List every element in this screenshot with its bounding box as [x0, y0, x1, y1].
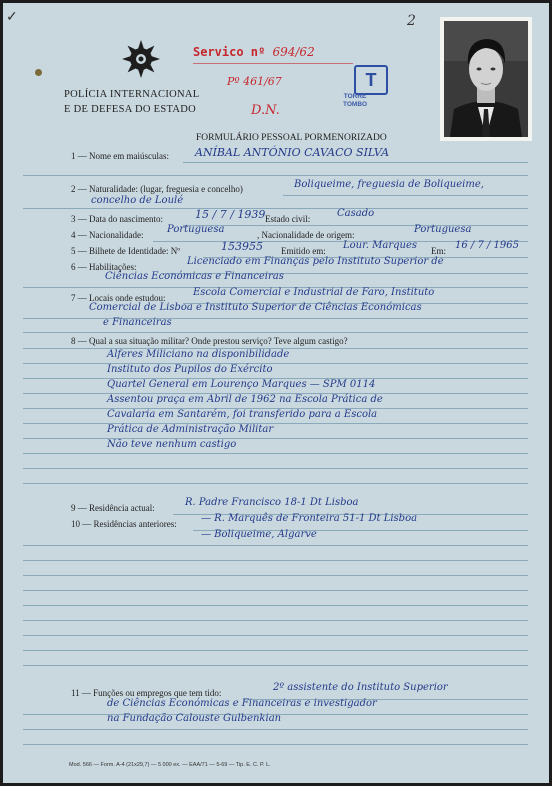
- dn-mark: D.N.: [251, 103, 280, 118]
- field-3-value: 15 / 7 / 1939: [195, 208, 266, 221]
- form-page: [3, 3, 549, 783]
- field-5-date-value: 16 / 7 / 1965: [455, 240, 519, 251]
- field-7-value-line3: e Financeiras: [103, 317, 172, 328]
- field-11-value-line2: de Ciências Económicas e Financeiras e investigador: [107, 698, 377, 709]
- field-8-label: 8 — Qual a sua situação militar? Onde prestou serviço? Teve algum castigo?: [71, 336, 348, 346]
- field-6-label: 6 — Habilitações:: [71, 262, 137, 272]
- field-8-line-6: Prática de Administração Militar: [107, 424, 274, 435]
- field-10-label: 10 — Residências anteriores:: [71, 519, 177, 529]
- punch-hole: [35, 69, 42, 76]
- portrait-image: [444, 21, 528, 137]
- field-11-value-line1: 2º assistente do Instituto Superior: [273, 682, 448, 693]
- org-name-line1: POLÍCIA INTERNACIONAL: [64, 89, 200, 100]
- form-title: FORMULÁRIO PESSOAL PORMENORIZADO: [196, 133, 387, 143]
- field-7-value-line1: Escola Comercial e Industrial de Faro, Instituto: [193, 287, 435, 298]
- field-4-origin-value: Portuguesa: [414, 224, 472, 235]
- field-8-line-5: Cavalaria em Santarém, foi transferido para a Escola: [107, 409, 378, 420]
- field-5-label: 5 — Bilhete de Identidade: Nº: [71, 246, 181, 256]
- field-5-issued-value: Lour. Marques: [343, 240, 418, 251]
- torre-stamp: TORRE TOMBO: [343, 93, 368, 108]
- field-4-origin-label: , Nacionalidade de origem:: [257, 230, 355, 240]
- field-3-civil-label: Estado civil:: [265, 214, 311, 224]
- field-8-line-7: Não teve nenhum castigo: [107, 439, 237, 450]
- field-2-value-line1: Boliqueime, freguesia de Boliqueime,: [294, 179, 484, 190]
- id-photo: [440, 17, 532, 141]
- check-mark-icon: ✓: [6, 10, 18, 25]
- field-11-value-line3: na Fundação Calouste Gulbenkian: [107, 713, 282, 724]
- field-5-value: 153955: [221, 240, 263, 253]
- proc-number: Pº 461/67: [227, 75, 282, 88]
- field-11-label: 11 — Funções ou empregos que tem tido:: [71, 688, 222, 698]
- field-4-label: 4 — Nacionalidade:: [71, 230, 144, 240]
- emblem-icon: [121, 39, 161, 79]
- field-8-line-1: Alferes Miliciano na disponibilidade: [107, 349, 290, 360]
- footer-print-info: Mod. 566 — Form. A-4 (21x29,7) — 5 000 ex. — EAA/71 — 5-69 — Tip. E. C. P. L.: [69, 762, 271, 768]
- page-number: 2: [407, 13, 416, 29]
- t-stamp: T: [354, 65, 388, 95]
- field-9-value: R. Padre Francisco 18-1 Dt Lisboa: [185, 497, 359, 508]
- field-4-value: Portuguesa: [167, 224, 225, 235]
- field-10-value-line1: — R. Marquês de Fronteira 51-1 Dt Lisboa: [201, 513, 418, 524]
- field-10-value-line2: — Boliqueime, Algarve: [201, 529, 317, 540]
- servico-label: Servico nº 694/62: [193, 45, 315, 59]
- field-2-value-line2: concelho de Loulé: [91, 195, 184, 206]
- field-8-line-3: Quartel General em Lourenço Marques — SPM 0114: [107, 379, 376, 390]
- field-3-label: 3 — Data do nascimento:: [71, 214, 163, 224]
- field-5-issued-label: Emitido em:: [281, 246, 326, 256]
- field-1-value: ANÍBAL ANTÓNIO CAVACO SILVA: [195, 146, 390, 159]
- servico-value: 694/62: [272, 45, 315, 59]
- field-6-value-line1: Licenciado em Finanças pelo Instituto Superior de: [187, 256, 444, 267]
- field-9-label: 9 — Residência actual:: [71, 503, 155, 513]
- field-2-label: 2 — Naturalidade: (lugar, freguesia e concelho): [71, 184, 243, 194]
- field-8-line-4: Assentou praça em Abril de 1962 na Escola Prática de: [107, 394, 383, 405]
- org-name-line2: E DE DEFESA DO ESTADO: [64, 104, 197, 115]
- field-6-value-line2: Ciências Económicas e Financeiras: [105, 271, 284, 282]
- field-7-label: 7 — Locais onde estudou:: [71, 293, 166, 303]
- field-8-line-2: Instituto dos Pupilos do Exército: [107, 364, 273, 375]
- field-5-date-label: Em:: [431, 246, 446, 256]
- field-7-value-line2: Comercial de Lisboa e Instituto Superior de Ciências Económicas: [89, 302, 422, 313]
- field-1-label: 1 — Nome em maiúsculas:: [71, 151, 169, 161]
- field-3-civil-value: Casado: [337, 208, 375, 219]
